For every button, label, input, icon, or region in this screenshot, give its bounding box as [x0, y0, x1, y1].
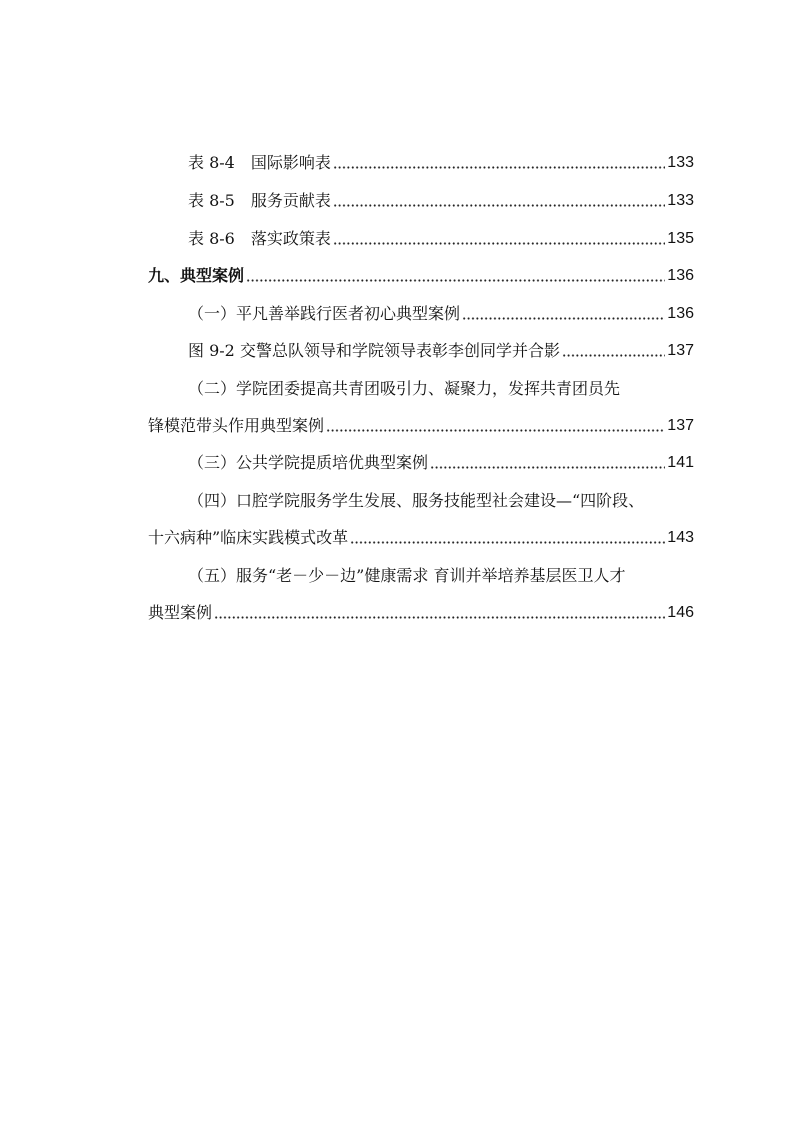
toc-entry-case-5-line1[interactable]: [188, 563, 694, 589]
toc-entry-label: （一）平凡善举践行医者初心典型案例: [188, 304, 461, 323]
toc-entry-page: 135: [667, 230, 694, 247]
toc-leader-dots: [562, 354, 665, 357]
toc-leader-dots: [333, 242, 665, 245]
toc-leader-dots: [246, 279, 665, 282]
toc-entry-page: 146: [667, 604, 694, 621]
toc-entry-chapter-9[interactable]: [148, 263, 694, 289]
toc-entry-label: 典型案例: [148, 603, 213, 622]
toc-entry-label: 表 8-6 落实政策表: [188, 229, 331, 248]
toc-entry-case-1[interactable]: [188, 301, 694, 327]
toc-entry-label: 表 8-4 国际影响表: [188, 153, 331, 172]
toc-entry-page: 133: [667, 192, 694, 209]
toc-entry-case-4-line2[interactable]: [148, 525, 694, 551]
toc-leader-dots: [350, 541, 665, 544]
toc-entry-label: 图 9-2 交警总队领导和学院领导表彰李创同学并合影: [188, 341, 560, 360]
toc-leader-dots: [214, 616, 665, 619]
toc-entry-label: （二）学院团委提高共青团吸引力、凝聚力，发挥共青团员先: [188, 379, 621, 398]
toc-chapter-label: 九、典型案例: [148, 266, 245, 285]
toc-entry-label: （三）公共学院提质培优典型案例: [188, 453, 429, 472]
toc-entry-page: 136: [667, 305, 694, 322]
toc-entry-label: 十六病种”临床实践模式改革: [148, 528, 349, 547]
toc-entry-table-8-4[interactable]: [188, 150, 694, 176]
toc-entry-label: （五）服务“老－少－边”健康需求 育训并举培养基层医卫人才: [188, 566, 626, 585]
toc-entry-case-2-line2[interactable]: [148, 413, 694, 439]
toc-entry-table-8-6[interactable]: [188, 226, 694, 252]
toc-leader-dots: [430, 466, 665, 469]
toc-entry-page: 133: [667, 154, 694, 171]
toc-leader-dots: [333, 166, 665, 169]
toc-entry-page: 137: [667, 417, 694, 434]
toc-leader-dots: [333, 204, 665, 207]
toc-entry-figure-9-2[interactable]: [188, 338, 694, 364]
toc-entry-page: 141: [667, 454, 694, 471]
toc-entry-page: 137: [667, 342, 694, 359]
toc-entry-label: 表 8-5 服务贡献表: [188, 191, 331, 210]
toc-entry-case-3[interactable]: [188, 450, 694, 476]
toc-entry-label: 锋模范带头作用典型案例: [148, 416, 325, 435]
toc-leader-dots: [462, 317, 665, 320]
toc-entry-page: 136: [667, 267, 694, 284]
toc-leader-dots: [326, 429, 665, 432]
toc-entry-page: 143: [667, 529, 694, 546]
toc-entry-case-4-line1[interactable]: [188, 488, 694, 514]
toc-entry-label: （四）口腔学院服务学生发展、服务技能型社会建设—“四阶段、: [188, 491, 645, 510]
toc-entry-case-2-line1[interactable]: [188, 376, 694, 402]
toc-entry-case-5-line2[interactable]: [148, 600, 694, 626]
toc-entry-table-8-5[interactable]: [188, 188, 694, 214]
